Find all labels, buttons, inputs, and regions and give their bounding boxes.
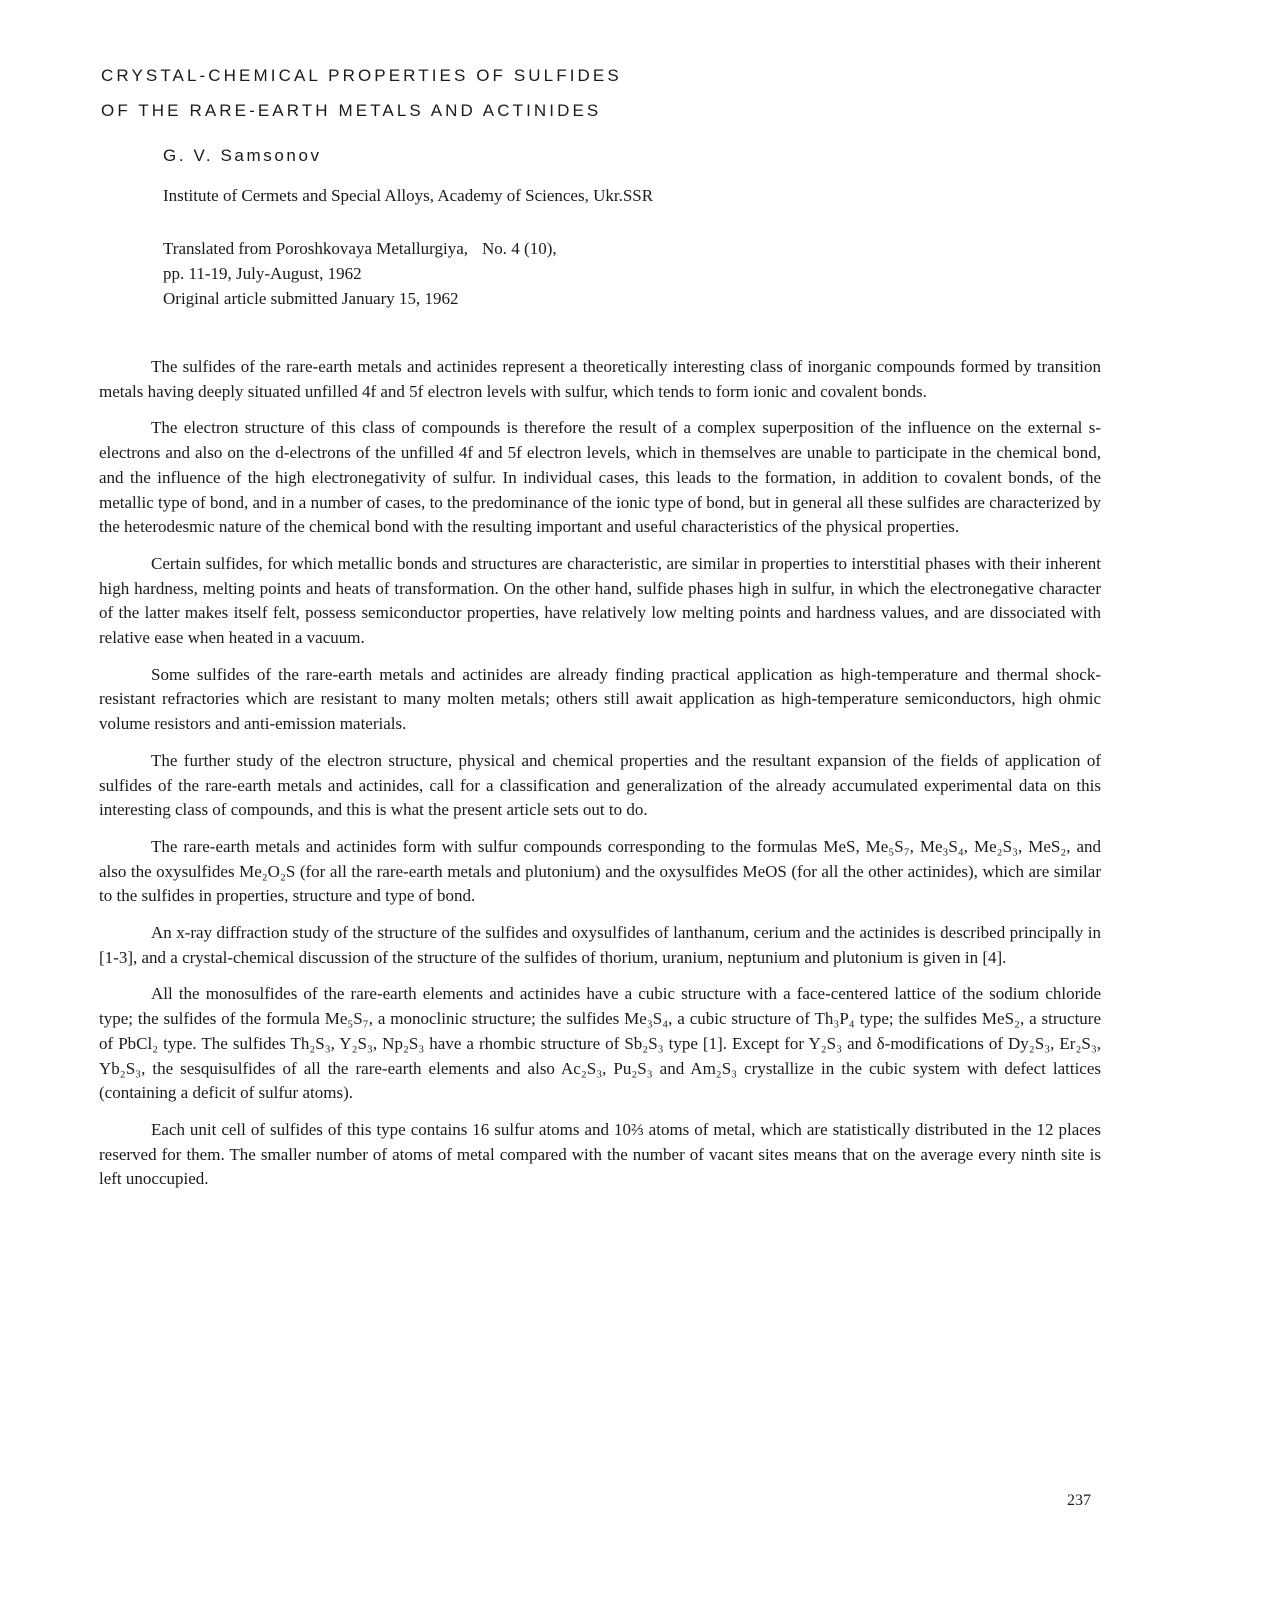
pages-date: pp. 11-19, July-August, 1962 — [163, 264, 362, 283]
paragraph-9: Each unit cell of sulfides of this type contains 16 sulfur atoms and 10⅔ atoms of metal, which are statistically distributed in the 12 places reserved for them. The smaller number of atoms of metal compared with the number of vacant sites means that on the average every ninth site is left unoccupied. — [99, 1119, 1101, 1189]
paragraph-8: All the monosulfides of the rare-earth elements and actinides have a cubic structure with a face-centered lattice of the sodium chloride type; the sulfides of the formula Me₅S₇, a monoclinic structure; the sulfides Me₃S₄, a cubic structure of Th₃P₄ type; the sulfides MeS₂, a structure of PbCl₂ type. The sulfides Th₂S₃, Y₂S₃, Np₂S₃ have a rhombic structure of Sb₂S₃ type [1]. Except for Y₂S₃ and δ-modifications of Dy₂S₃, Er₂S₃, Yb₂S₃, the sesquisulfides of all the rare-earth elements and also Ac₂S₃, Pu₂S₃ and Am₂S₃ crystallize in the cubic system with defect lattices (containing a deficit of sulfur atoms). — [99, 984, 1101, 1103]
paragraph-2: The electron structure of this class of compounds is therefore the result of a complex superposition of the influence on the external s-electrons and also on the d-electrons of the unfilled 4f and 5f electron levels, which in themselves are unable to participate in the chemical bond, and the influence of the high electronegativity of sulfur. In individual cases, this leads to the formation, in addition to covalent bonds, of the metallic type of bond, and in a number of cases, to the predominance of the ionic type of bond, but in general all these sulfides are characterized by the heterodesmic nature of the chemical bond with the resulting important and useful characteristics of the physical properties. — [99, 418, 1101, 537]
title-line-1: CRYSTAL-CHEMICAL PROPERTIES OF SULFIDES — [101, 66, 622, 85]
title-line-2: OF THE RARE-EARTH METALS AND ACTINIDES — [101, 101, 602, 120]
translated-from: Translated from Poroshkovaya Metallurgiya, — [163, 239, 469, 258]
paragraph-5: The further study of the electron structure, physical and chemical properties and the resultant expansion of the fields of application of sulfides of the rare-earth metals and actinides, call for a classification and generalization of the already accumulated experimental data on this interesting class of compounds, and this is what the present article sets out to do. — [99, 750, 1101, 820]
article-title — [101, 58, 622, 128]
author-name: G. V. Samsonov — [163, 146, 322, 165]
page-number: 237 — [1067, 1492, 1091, 1509]
submission-date: Original article submitted January 15, 1962 — [163, 289, 459, 308]
paragraph-6: The rare-earth metals and actinides form with sulfur compounds corresponding to the formulas MeS, Me₅S₇, Me₃S₄, Me₂S₃, MeS₂, and also the oxysulfides Me₂O₂S (for all the rare-earth metals and plutonium) and the oxysulfides MeOS (for all the other actinides), which are similar to the sulfides in properties, structure and type of bond. — [99, 836, 1101, 906]
paragraph-3: Certain sulfides, for which metallic bonds and structures are characteristic, are similar in properties to interstitial phases with their inherent high hardness, melting points and heats of transformation. On the other hand, sulfide phases high in sulfur, in which the electronegative character of the latter makes itself felt, possess semiconductor properties, have relatively low melting points and hardness values, and are dissociated with relative ease when heated in a vacuum. — [99, 553, 1101, 648]
paragraph-4: Some sulfides of the rare-earth metals and actinides are already finding practical application as high-temperature and thermal shock-resistant refractories which are resistant to many molten metals; others still await application as high-temperature semiconductors, high ohmic volume resistors and anti-emission materials. — [99, 664, 1101, 734]
translated-from-line — [163, 236, 557, 261]
issue-number: No. 4 (10), — [482, 239, 557, 258]
translation-note — [163, 236, 557, 311]
paragraph-1: The sulfides of the rare-earth metals and actinides represent a theoretically interesting class of inorganic compounds formed by transition metals having deeply situated unfilled 4f and 5f electron levels with sulfur, which tends to form ionic and covalent bonds. — [99, 357, 1101, 401]
paragraph-7: An x-ray diffraction study of the structure of the sulfides and oxysulfides of lanthanum, cerium and the actinides is described principally in [1-3], and a crystal-chemical discussion of the structure of the sulfides of thorium, uranium, neptunium and plutonium is given in [4]. — [99, 923, 1101, 967]
article-body — [99, 355, 1101, 1204]
author-affiliation: Institute of Cermets and Special Alloys, Academy of Sciences, Ukr.SSR — [163, 186, 654, 205]
